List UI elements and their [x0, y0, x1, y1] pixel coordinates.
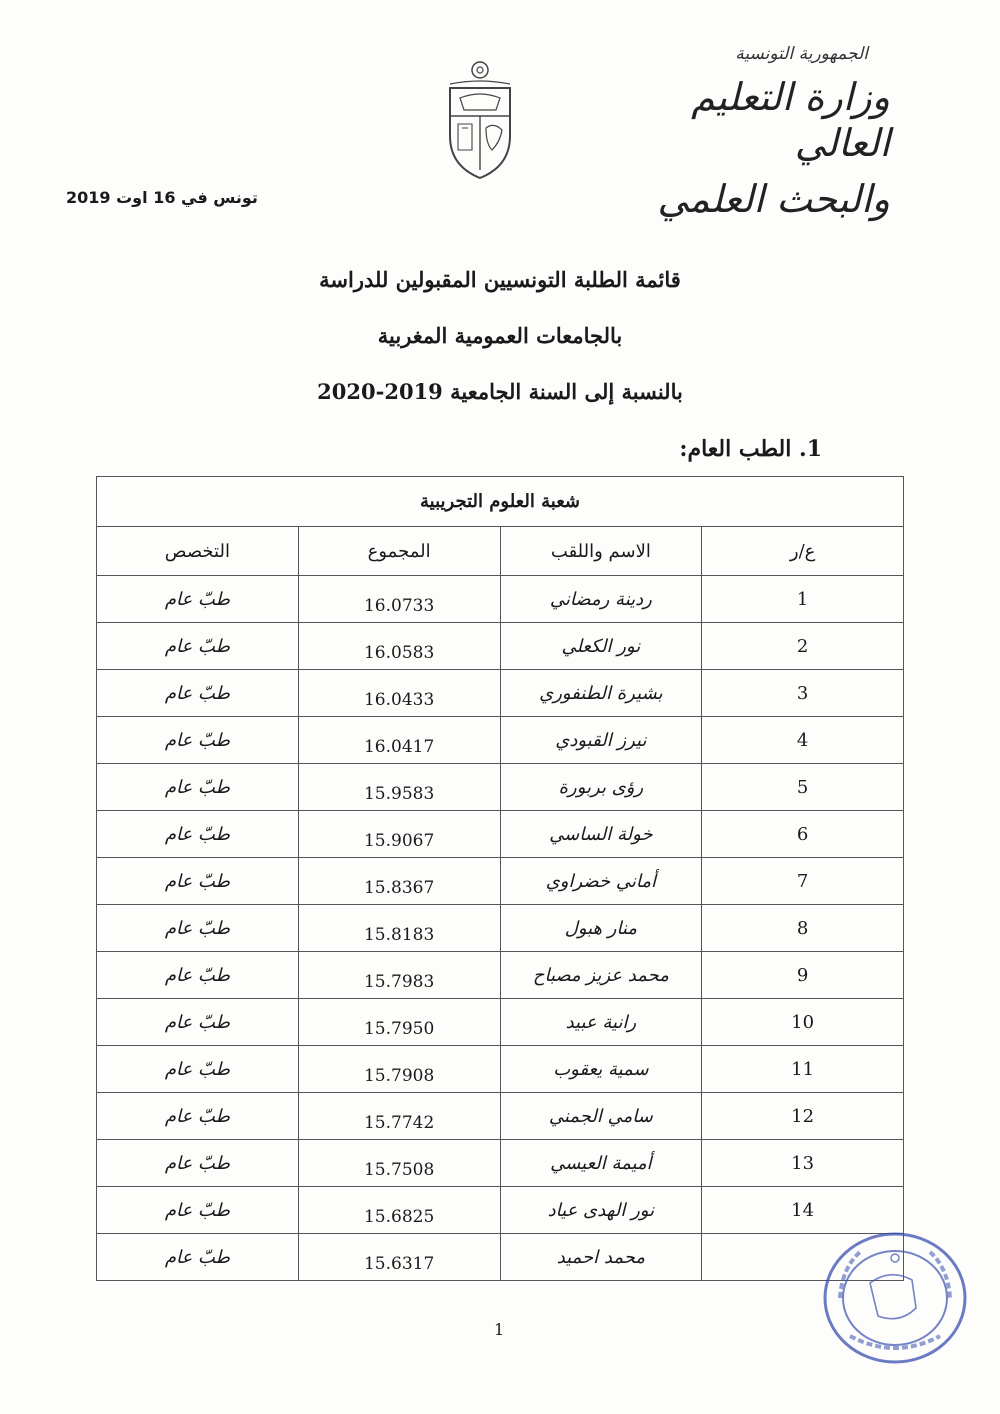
student-name: رؤى بربورة	[500, 764, 702, 811]
table-row	[97, 858, 904, 905]
table-row	[97, 1140, 904, 1187]
student-specialty: طبّ عام	[97, 1046, 299, 1093]
student-specialty: طبّ عام	[97, 576, 299, 623]
header-specialty: التخصص	[97, 527, 299, 576]
student-specialty: طبّ عام	[97, 858, 299, 905]
table-row	[97, 576, 904, 623]
student-specialty: طبّ عام	[97, 670, 299, 717]
student-name: أميمة العيسي	[500, 1140, 702, 1187]
table-row	[97, 811, 904, 858]
official-stamp	[820, 1228, 970, 1368]
row-number: 3	[702, 670, 904, 717]
section-heading: 1. الطب العام:	[679, 436, 822, 462]
student-name: خولة الساسي	[500, 811, 702, 858]
student-specialty: طبّ عام	[97, 764, 299, 811]
student-name: نور الهدى عياد	[500, 1187, 702, 1234]
table-row	[97, 999, 904, 1046]
ministry-name-line1: وزارة التعليم العالي	[691, 75, 890, 165]
table-row	[97, 1234, 904, 1281]
student-specialty: طبّ عام	[97, 1234, 299, 1281]
table-row	[97, 1187, 904, 1234]
table-row	[97, 952, 904, 999]
student-name: سامي الجمني	[500, 1093, 702, 1140]
table-row	[97, 905, 904, 952]
students-table	[96, 476, 904, 1281]
document-title	[200, 252, 800, 420]
student-specialty: طبّ عام	[97, 952, 299, 999]
ministry-name-line2: والبحث العلمي	[657, 177, 890, 221]
header-number: ع/ر	[702, 527, 904, 576]
republic-label: الجمهورية التونسية	[735, 44, 868, 64]
coat-of-arms-icon	[442, 58, 518, 182]
header-score: المجموع	[298, 527, 500, 576]
row-number: 5	[702, 764, 904, 811]
table-row	[97, 670, 904, 717]
student-name: سمية يعقوب	[500, 1046, 702, 1093]
title-line-3: بالنسبة إلى السنة الجامعية 2019-2020	[317, 379, 683, 404]
student-specialty: طبّ عام	[97, 1093, 299, 1140]
document-date: تونس في 16 اوت 2019	[66, 188, 258, 207]
student-specialty: طبّ عام	[97, 623, 299, 670]
student-specialty: طبّ عام	[97, 999, 299, 1046]
header-name: الاسم واللقب	[500, 527, 702, 576]
student-name: أماني خضراوي	[500, 858, 702, 905]
ministry-header	[610, 44, 890, 222]
student-name: بشيرة الطنفوري	[500, 670, 702, 717]
student-score: 16.0433	[363, 690, 435, 710]
student-score: 15.7742	[363, 1113, 435, 1133]
student-score: 15.6317	[363, 1254, 435, 1274]
row-number: 12	[702, 1093, 904, 1140]
page-number: 1	[494, 1320, 505, 1339]
student-score: 15.9583	[363, 784, 435, 804]
student-score: 15.6825	[363, 1207, 435, 1227]
table-row	[97, 1093, 904, 1140]
table-row	[97, 764, 904, 811]
student-score: 15.9067	[363, 831, 435, 851]
row-number: 14	[702, 1187, 904, 1234]
title-line-1: قائمة الطلبة التونسيين المقبولين للدراسة	[319, 267, 681, 292]
student-name: محمد احميد	[500, 1234, 702, 1281]
student-specialty: طبّ عام	[97, 905, 299, 952]
row-number: 10	[702, 999, 904, 1046]
student-name: منار هبول	[500, 905, 702, 952]
branch-header: شعبة العلوم التجريبية	[97, 477, 904, 527]
student-score: 16.0417	[363, 737, 435, 757]
student-specialty: طبّ عام	[97, 717, 299, 764]
row-number: 13	[702, 1140, 904, 1187]
table-row	[97, 1046, 904, 1093]
student-score: 15.7508	[363, 1160, 435, 1180]
student-score: 15.7950	[363, 1019, 435, 1039]
student-specialty: طبّ عام	[97, 811, 299, 858]
table-row	[97, 623, 904, 670]
student-score: 15.8183	[363, 925, 435, 945]
row-number: 11	[702, 1046, 904, 1093]
student-name: نيرز القبودي	[500, 717, 702, 764]
student-name: محمد عزيز مصباح	[500, 952, 702, 999]
student-name: نور الكعلي	[500, 623, 702, 670]
student-score: 15.8367	[363, 878, 435, 898]
table-row	[97, 717, 904, 764]
title-line-2: بالجامعات العمومية المغربية	[377, 323, 623, 348]
student-name: رانية عبيد	[500, 999, 702, 1046]
student-specialty: طبّ عام	[97, 1187, 299, 1234]
student-name: ردينة رمضاني	[500, 576, 702, 623]
row-number: 6	[702, 811, 904, 858]
student-score: 15.7908	[363, 1066, 435, 1086]
row-number: 2	[702, 623, 904, 670]
column-headers	[97, 527, 904, 576]
row-number: 1	[702, 576, 904, 623]
row-number: 7	[702, 858, 904, 905]
row-number: 9	[702, 952, 904, 999]
row-number: 8	[702, 905, 904, 952]
student-score: 16.0583	[363, 643, 435, 663]
student-specialty: طبّ عام	[97, 1140, 299, 1187]
student-score: 15.7983	[363, 972, 435, 992]
row-number: 4	[702, 717, 904, 764]
student-score: 16.0733	[363, 596, 435, 616]
